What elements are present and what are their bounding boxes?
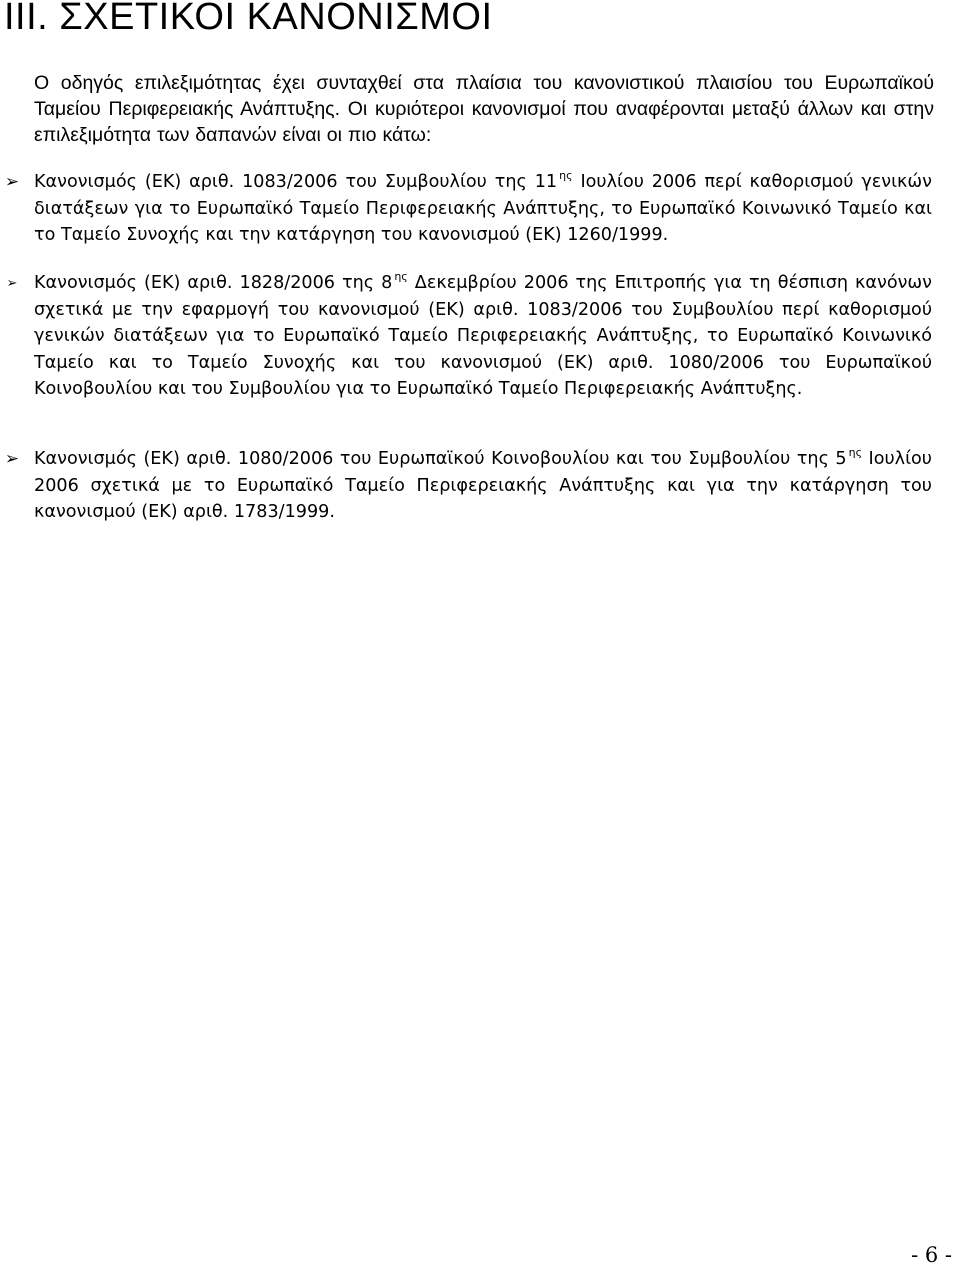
page-number: - 6 - xyxy=(911,1243,952,1267)
regulation-item xyxy=(6,270,932,403)
arrow-bullet-icon: ➢ xyxy=(6,276,18,291)
regulation-text-end: Ιουλίου 2006 περί καθορισμού γενικών διατάξεων για το Ευρωπαϊκό Ταμείο Περιφερειακής Ανάπτυξης, το Ευρωπαϊκό Κοινωνικό Ταμείο και το Ταμείο Συνοχής και την κατάργηση του κανονισμού (ΕΚ) 1260/1999. xyxy=(34,172,932,245)
intro-paragraph: Ο οδηγός επιλεξιμότητας έχει συνταχθεί στα πλαίσια του κανονιστικού πλαισίου του Ευρωπαϊκού Ταμείου Περιφερειακής Ανάπτυξης. Οι κυριότεροι κανονισμοί που αναφέρονται μεταξύ άλλων και στην επιλεξιμότητα των δαπανών είναι οι πιο κάτω: xyxy=(34,72,934,146)
ordinal-superscript: ης xyxy=(394,270,408,283)
regulation-text-start: Κανονισμός (ΕΚ) αριθ. 1828/2006 της 8 xyxy=(34,273,393,293)
regulation-item xyxy=(4,169,932,249)
regulation-text-end: Ιουλίου 2006 σχετικά με το Ευρωπαϊκό Ταμείο Περιφερειακής Ανάπτυξης και για την κατάργηση του κανονισμού (ΕΚ) αριθ. 1783/1999. xyxy=(34,449,932,522)
regulation-text-start: Κανονισμός (ΕΚ) αριθ. 1083/2006 του Συμβουλίου της 11 xyxy=(34,172,558,192)
ordinal-superscript: ης xyxy=(848,446,863,459)
regulation-text-start: Κανονισμός (ΕΚ) αριθ. 1080/2006 του Ευρωπαϊκού Κοινοβουλίου και του Συμβουλίου της 5 xyxy=(34,449,847,469)
arrow-bullet-icon: ➢ xyxy=(4,449,20,469)
arrow-bullet-icon: ➢ xyxy=(4,172,20,192)
ordinal-superscript: ης xyxy=(559,169,573,182)
regulation-text-end: Δεκεμβρίου 2006 της Επιτροπής για τη θέσπιση κανόνων σχετικά με την εφαρμογή του κανονισμού (ΕΚ) αριθ. 1083/2006 του Συμβουλίου περί καθορισμού γενικών διατάξεων για το Ευρωπαϊκό Ταμείο Περιφερειακής Ανάπτυξης, το Ευρωπαϊκό Κοινωνικό Ταμείο και το Ταμείο Συνοχής και του κανονισμού (ΕΚ) αριθ. 1080/2006 του Ευρωπαϊκού Κοινοβουλίου και του Συμβουλίου για το Ευρωπαϊκό Ταμείο Περιφερειακής Ανάπτυξης. xyxy=(34,273,932,399)
section-heading: III. ΣΧΕΤΙΚΟΙ ΚΑΝΟΝΙΣΜΟΙ xyxy=(4,0,493,38)
regulation-item xyxy=(4,446,932,526)
